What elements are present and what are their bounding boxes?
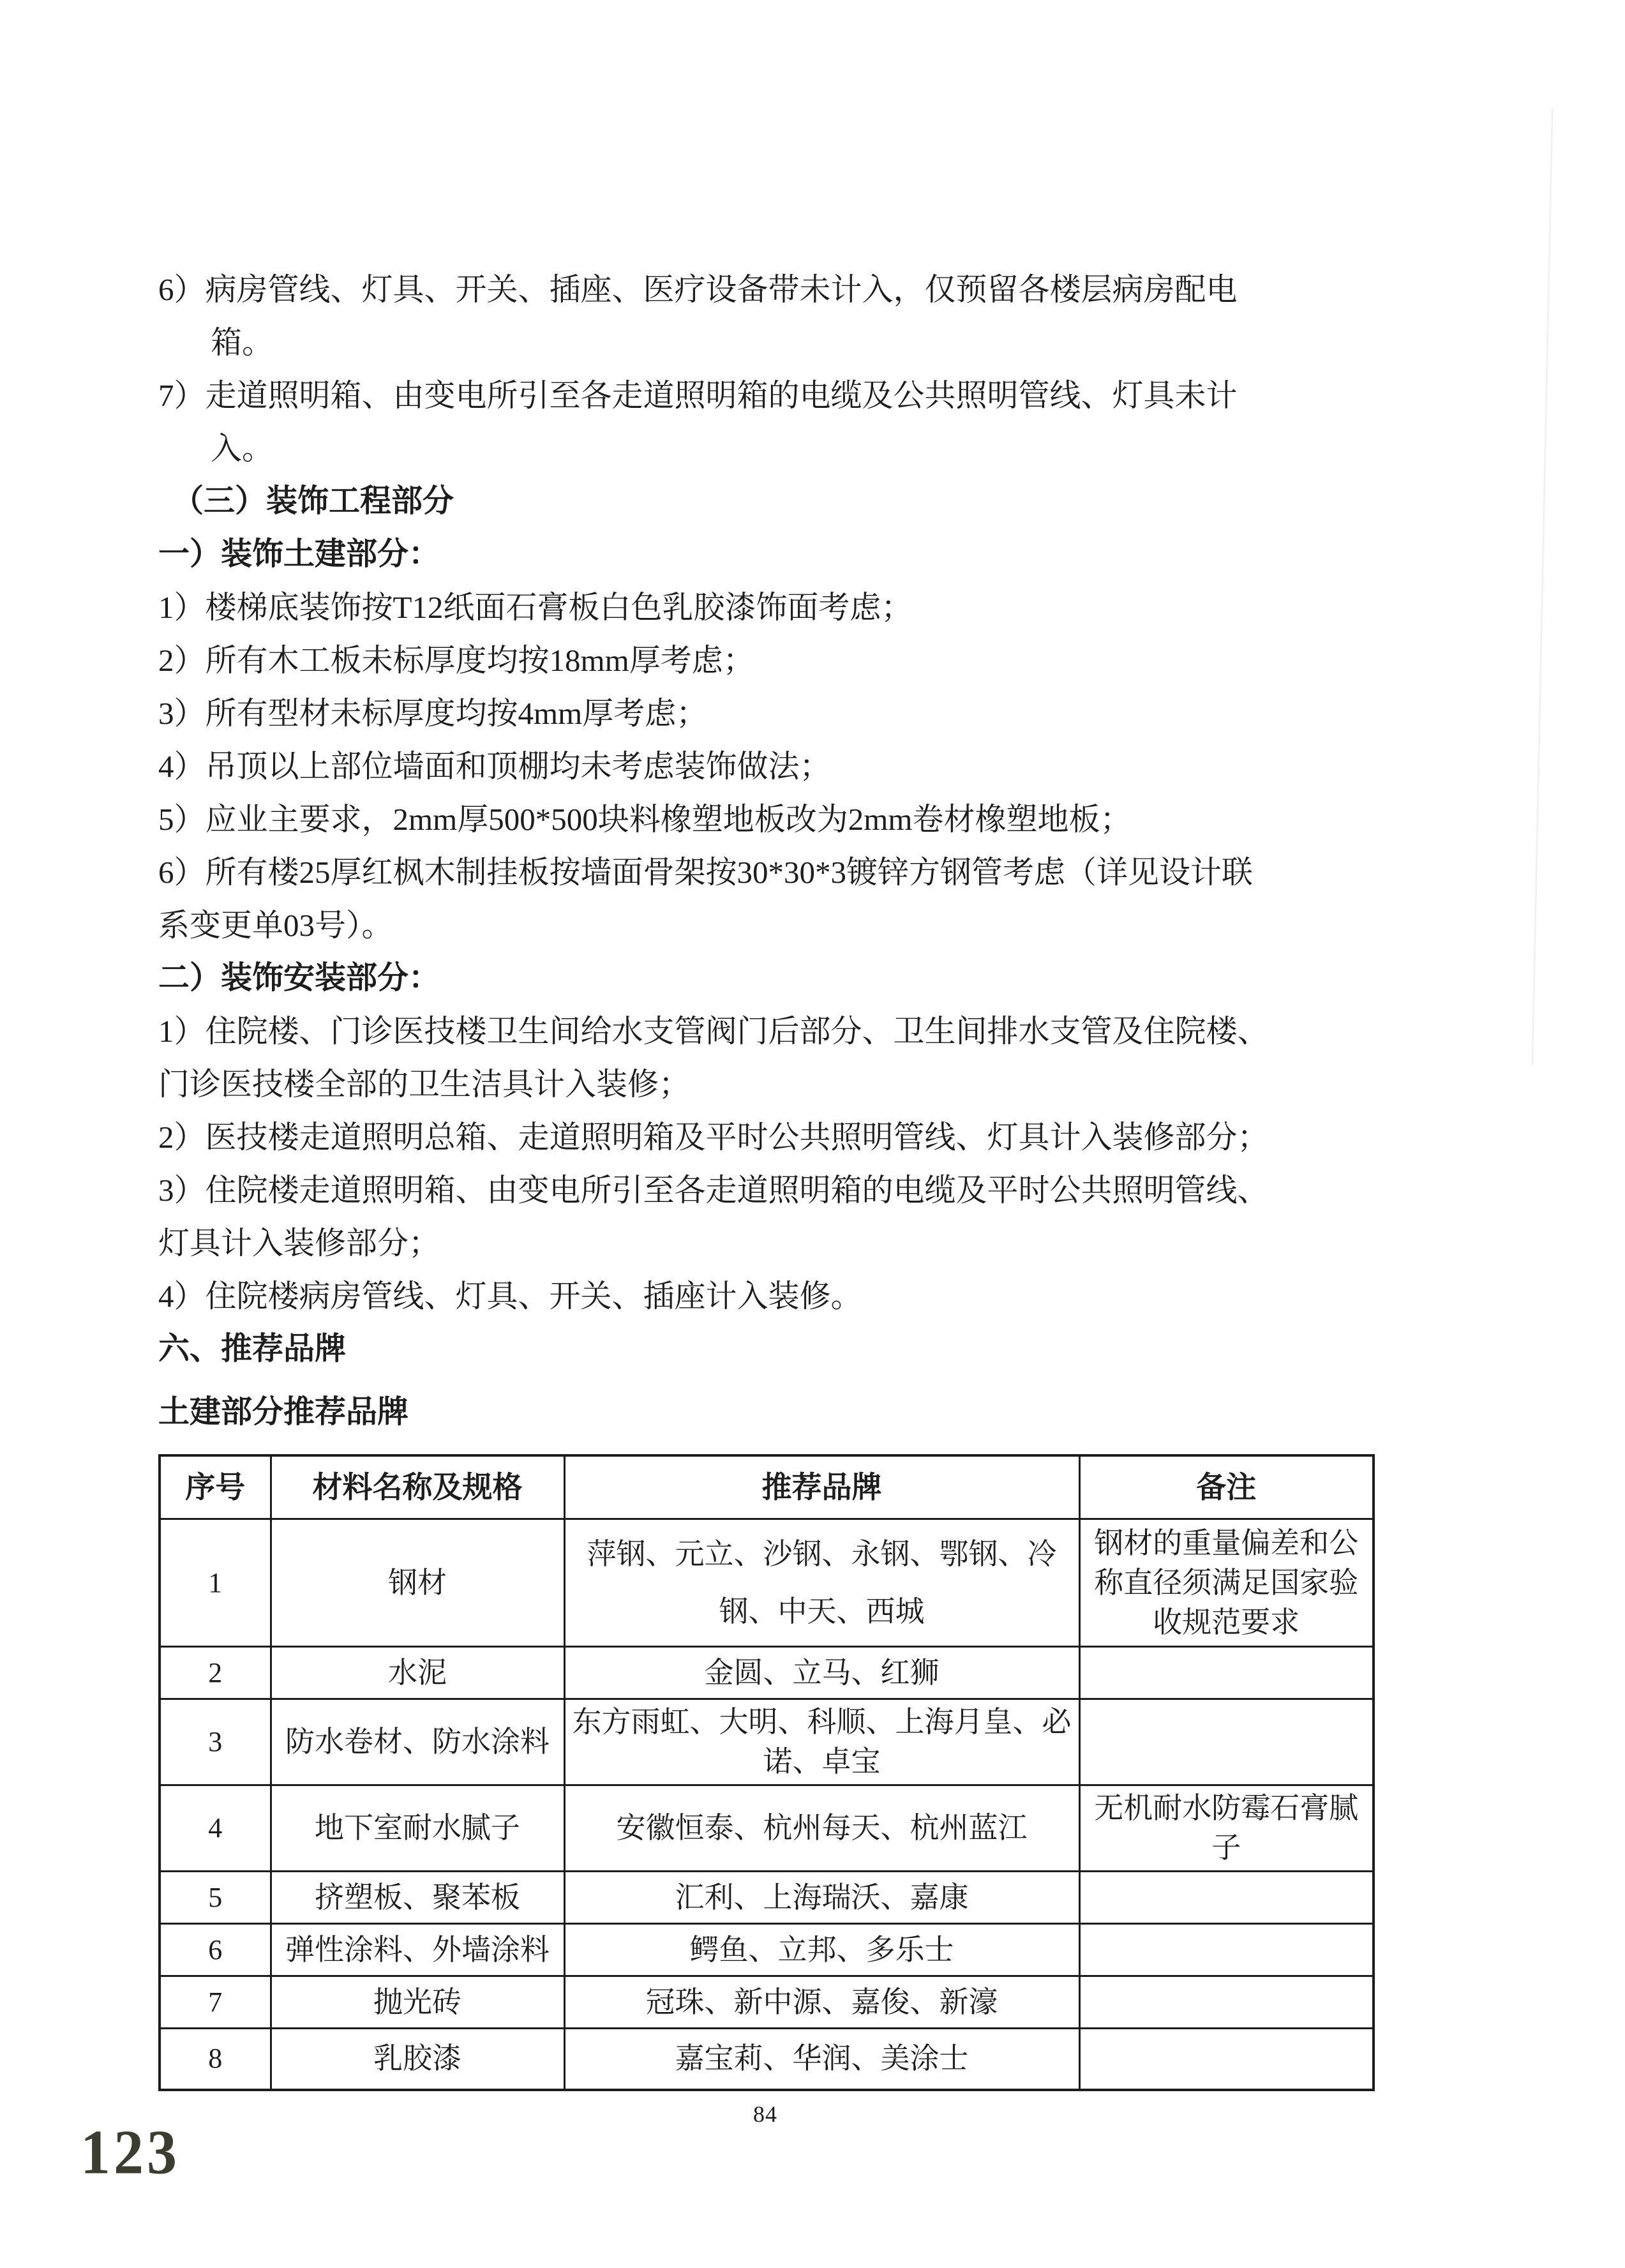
table-row-latex-paint [160, 2029, 1374, 2090]
civil-item-2 [158, 634, 1372, 687]
cell-material: 挤塑板、聚苯板 [271, 1872, 564, 1924]
cell-material: 防水卷材、防水涂料 [271, 1699, 564, 1785]
cell-material: 钢材 [271, 1519, 564, 1647]
recommended-brands-table [158, 1454, 1375, 2091]
cell-remark: 无机耐水防霉石膏腻子 [1079, 1785, 1374, 1872]
table-header-row [160, 1455, 1374, 1519]
cell-remark [1079, 1976, 1374, 2029]
page-content [158, 263, 1372, 2127]
cell-index: 1 [160, 1519, 271, 1647]
install-item-2 [158, 1111, 1372, 1164]
civil-item-3 [158, 687, 1372, 740]
table-row-putty [160, 1785, 1374, 1872]
install-item-2-line: 2）医技楼走道照明总箱、走道照明箱及平时公共照明管线、灯具计入装修部分； [158, 1120, 1269, 1155]
column-header-material: 材料名称及规格 [271, 1455, 564, 1519]
cell-remark [1079, 1924, 1374, 1976]
column-header-brands: 推荐品牌 [564, 1455, 1079, 1519]
civil-item-4-line: 4）吊顶以上部位墙面和顶棚均未考虑装饰做法； [158, 749, 831, 784]
civil-item-5-line: 5）应业主要求，2mm厚500*500块料橡塑地板改为2mm卷材橡塑地板； [158, 802, 1132, 837]
install-item-1-line-1: 1）住院楼、门诊医技楼卫生间给水支管阀门后部分、卫生间排水支管及住院楼、 [158, 1014, 1269, 1049]
install-item-4 [158, 1270, 1372, 1323]
install-item-4-line: 4）住院楼病房管线、灯具、开关、插座计入装修。 [158, 1279, 862, 1314]
table-row-polished-tile [160, 1976, 1374, 2029]
cell-brands: 东方雨虹、大明、科顺、上海月皇、必诺、卓宝 [564, 1699, 1079, 1785]
page-stamp-number: 123 [80, 2117, 180, 2188]
table-row-cement [160, 1647, 1374, 1699]
list-item-6 [158, 263, 1372, 369]
install-item-3-line-2: 灯具计入装修部分； [158, 1226, 440, 1261]
civil-item-6-line-2: 系变更单03号）。 [158, 908, 393, 943]
cell-brands: 安徽恒泰、杭州每天、杭州蓝江 [564, 1785, 1079, 1872]
list-item-7-line-2: 入。 [211, 431, 274, 466]
civil-item-4 [158, 740, 1372, 793]
cell-index: 6 [160, 1924, 271, 1976]
cell-remark [1079, 2029, 1374, 2090]
cell-brands: 金圆、立马、红狮 [564, 1647, 1079, 1699]
cell-index: 5 [160, 1872, 271, 1924]
cell-material: 弹性涂料、外墙涂料 [271, 1924, 564, 1976]
civil-item-2-line: 2）所有木工板未标厚度均按18mm厚考虑； [158, 643, 754, 678]
list-item-6-line-1: 6）病房管线、灯具、开关、插座、医疗设备带未计入，仅预留各楼层病房配电 [158, 272, 1238, 307]
cell-remark [1079, 1872, 1374, 1924]
cell-brands: 萍钢、元立、沙钢、永钢、鄂钢、冷钢、中天、西城 [564, 1519, 1079, 1647]
cell-material: 水泥 [271, 1647, 564, 1699]
cell-index: 4 [160, 1785, 271, 1872]
install-item-1-line-2: 门诊医技楼全部的卫生洁具计入装修； [158, 1067, 691, 1102]
cell-material: 地下室耐水腻子 [271, 1785, 564, 1872]
page-number: 84 [753, 2101, 777, 2127]
civil-item-6-line-1: 6）所有楼25厚红枫木制挂板按墙面骨架按30*30*3镀锌方钢管考虑（详见设计联 [158, 855, 1254, 890]
column-header-remark: 备注 [1079, 1455, 1374, 1519]
cell-remark [1079, 1647, 1374, 1699]
cell-brands: 鳄鱼、立邦、多乐士 [564, 1924, 1079, 1976]
cell-brands: 冠珠、新中源、嘉俊、新濠 [564, 1976, 1079, 2029]
civil-item-3-line: 3）所有型材未标厚度均按4mm厚考虑； [158, 696, 708, 731]
cell-brands: 嘉宝莉、华润、美涂士 [564, 2029, 1079, 2090]
cell-remark [1079, 1699, 1374, 1785]
install-item-3 [158, 1164, 1372, 1270]
section-heading-brands: 六、推荐品牌 [158, 1332, 347, 1366]
section-heading-decoration-works: （三）装饰工程部分 [172, 484, 454, 518]
cell-material: 抛光砖 [271, 1976, 564, 2029]
civil-item-1-line: 1）楼梯底装饰按T12纸面石膏板白色乳胶漆饰面考虑； [158, 590, 913, 625]
cell-index: 2 [160, 1647, 271, 1699]
cell-remark: 钢材的重量偏差和公称直径须满足国家验收规范要求 [1079, 1519, 1374, 1647]
column-header-index: 序号 [160, 1455, 271, 1519]
list-item-7-line-1: 7）走道照明箱、由变电所引至各走道照明箱的电缆及公共照明管线、灯具未计 [158, 378, 1238, 413]
cell-material: 乳胶漆 [271, 2029, 564, 2090]
table-row-waterproof [160, 1699, 1374, 1785]
list-item-7 [158, 369, 1372, 475]
scan-edge-artifact [1531, 109, 1553, 1066]
list-item-6-line-2: 箱。 [211, 325, 274, 360]
table-title: 土建部分推荐品牌 [158, 1395, 409, 1429]
subsection-heading-install: 二）装饰安装部分： [158, 961, 440, 995]
cell-index: 8 [160, 2029, 271, 2090]
subsection-heading-civil: 一）装饰土建部分： [158, 537, 440, 571]
civil-item-6 [158, 846, 1372, 952]
table-row-steel [160, 1519, 1374, 1647]
install-item-1 [158, 1005, 1372, 1111]
cell-brands: 汇利、上海瑞沃、嘉康 [564, 1872, 1079, 1924]
cell-index: 3 [160, 1699, 271, 1785]
civil-item-5 [158, 793, 1372, 846]
table-row-xps [160, 1872, 1374, 1924]
cell-index: 7 [160, 1976, 271, 2029]
civil-item-1 [158, 581, 1372, 634]
install-item-3-line-1: 3）住院楼走道照明箱、由变电所引至各走道照明箱的电缆及平时公共照明管线、 [158, 1173, 1269, 1208]
table-row-elastic-coating [160, 1924, 1374, 1976]
